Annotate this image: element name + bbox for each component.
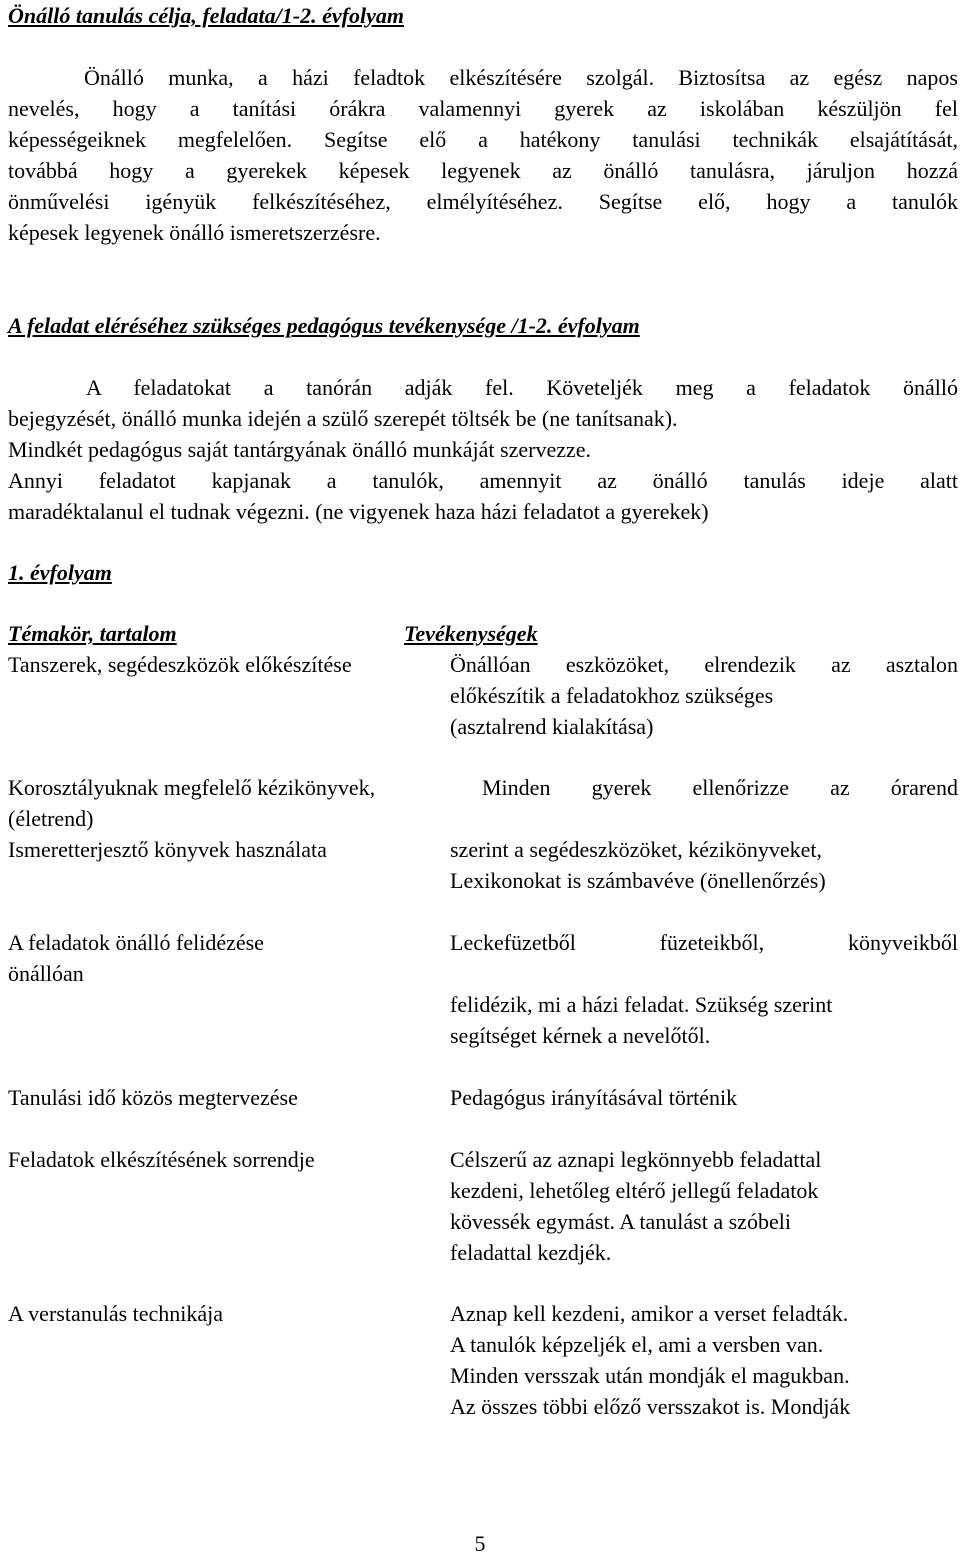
section2-line: A feladatokat a tanórán adják fel. Követeljék meg a feladatok önálló [86,375,958,400]
activity-line: Célszerű az aznapi legkönnyebb feladattal [450,1147,822,1172]
activity-line: szerint a segédeszközöket, kézikönyveket, [450,837,823,862]
topic-cell [8,1082,448,1113]
activity-cell [450,1144,958,1268]
activity-line: A tanulók képzeljék el, ami a versben van. [450,1332,824,1357]
activity-line: Az összes többi előző versszakot is. Mondják [450,1394,851,1419]
topic-line: (életrend) [8,806,94,831]
section2-line: bejegyzését, önálló munka idején a szülő szerepét töltsék be (ne tanítsanak). [8,406,678,431]
grade-heading: 1. évfolyam [8,560,112,585]
intro-line: képesek legyenek önálló ismeretszerzésre. [8,220,381,245]
intro-line: önművelési igényük felkészítéséhez, elmélyítéséhez. Segítse elő, hogy a tanulók [8,189,958,214]
topic-cell [8,649,448,680]
activity-line: előkészítik a feladatokhoz szükséges [450,683,774,708]
topic-cell [8,1298,448,1329]
activity-cell [450,649,958,742]
activity-line: Aznap kell kezdeni, amikor a verset feladták. [450,1301,849,1326]
page-number: 5 [474,1531,486,1556]
activity-line: Leckefüzetből füzeteikből, könyveikből [450,930,958,955]
topic-line: önállóan [8,961,84,986]
activity-line: segítséget kérnek a nevelőtől. [450,1023,711,1048]
intro-line: nevelés, hogy a tanítási órákra valamennyi gyerek az iskolában készüljön fel [8,96,958,121]
activity-line: (asztalrend kialakítása) [450,714,654,739]
activity-line: feladattal kezdjék. [450,1240,612,1265]
activity-line: Lexikonokat is számbavéve (önellenőrzés) [450,868,826,893]
activity-cell-continued [450,989,958,1051]
intro-line: Önálló munka, a házi feladtok elkészítésére szolgál. Biztosítsa az egész napos [84,65,958,90]
activity-line: felidézik, mi a házi feladat. Szükség szerint [450,992,833,1017]
topic-cell [8,1144,448,1175]
activity-line: kezdeni, lehetőleg eltérő jellegű feladatok [450,1178,819,1203]
topic-line: Tanulási idő közös megtervezése [8,1085,298,1110]
activity-line: Minden gyerek ellenőrizze az órarend [482,775,958,800]
intro-line: képességeiknek megfelelően. Segítse elő a hatékony tanulási technikák elsajátítását, [8,127,958,152]
topic-line: Ismeretterjesztő könyvek használata [8,837,327,862]
activity-cell-continued [450,834,958,896]
topic-cell [8,772,448,865]
topic-line: Tanszerek, segédeszközök előkészítése [8,652,352,677]
activity-line: Pedagógus irányításával történik [450,1085,738,1110]
topic-cell [8,927,448,989]
activity-cell [482,772,958,803]
section2-line: Annyi feladatot kapjanak a tanulók, amennyit az önálló tanulás ideje alatt [8,468,958,493]
section2-line: maradéktalanul el tudnak végezni. (ne vigyenek haza házi feladatot a gyerekek) [8,499,709,524]
topic-line: Feladatok elkészítésének sorrendje [8,1147,315,1172]
activity-line: kövessék egymást. A tanulást a szóbeli [450,1209,791,1234]
topic-line: A feladatok önálló felidézése [8,930,264,955]
column-header-topic: Témakör, tartalom [8,621,177,646]
section2-paragraph [8,372,958,527]
activity-cell [450,927,958,958]
intro-paragraph [8,62,958,248]
section2-line: Mindkét pedagógus saját tantárgyának önálló munkáját szervezze. [8,437,591,462]
activity-cell [450,1298,958,1422]
activity-line: Minden versszak után mondják el magukban. [450,1363,850,1388]
column-header-activity: Tevékenységek [404,621,538,646]
page-title: Önálló tanulás célja, feladata/1-2. évfolyam [8,3,404,28]
activity-line: Önállóan eszközöket, elrendezik az asztalon [450,652,958,677]
topic-line: A verstanulás technikája [8,1301,224,1326]
topic-line: Korosztályuknak megfelelő kézikönyvek, [8,775,376,800]
section-heading: A feladat eléréséhez szükséges pedagógus tevékenysége /1-2. évfolyam [8,313,640,338]
intro-line: továbbá hogy a gyerekek képesek legyenek az önálló tanulásra, járuljon hozzá [8,158,958,183]
activity-cell [450,1082,958,1113]
